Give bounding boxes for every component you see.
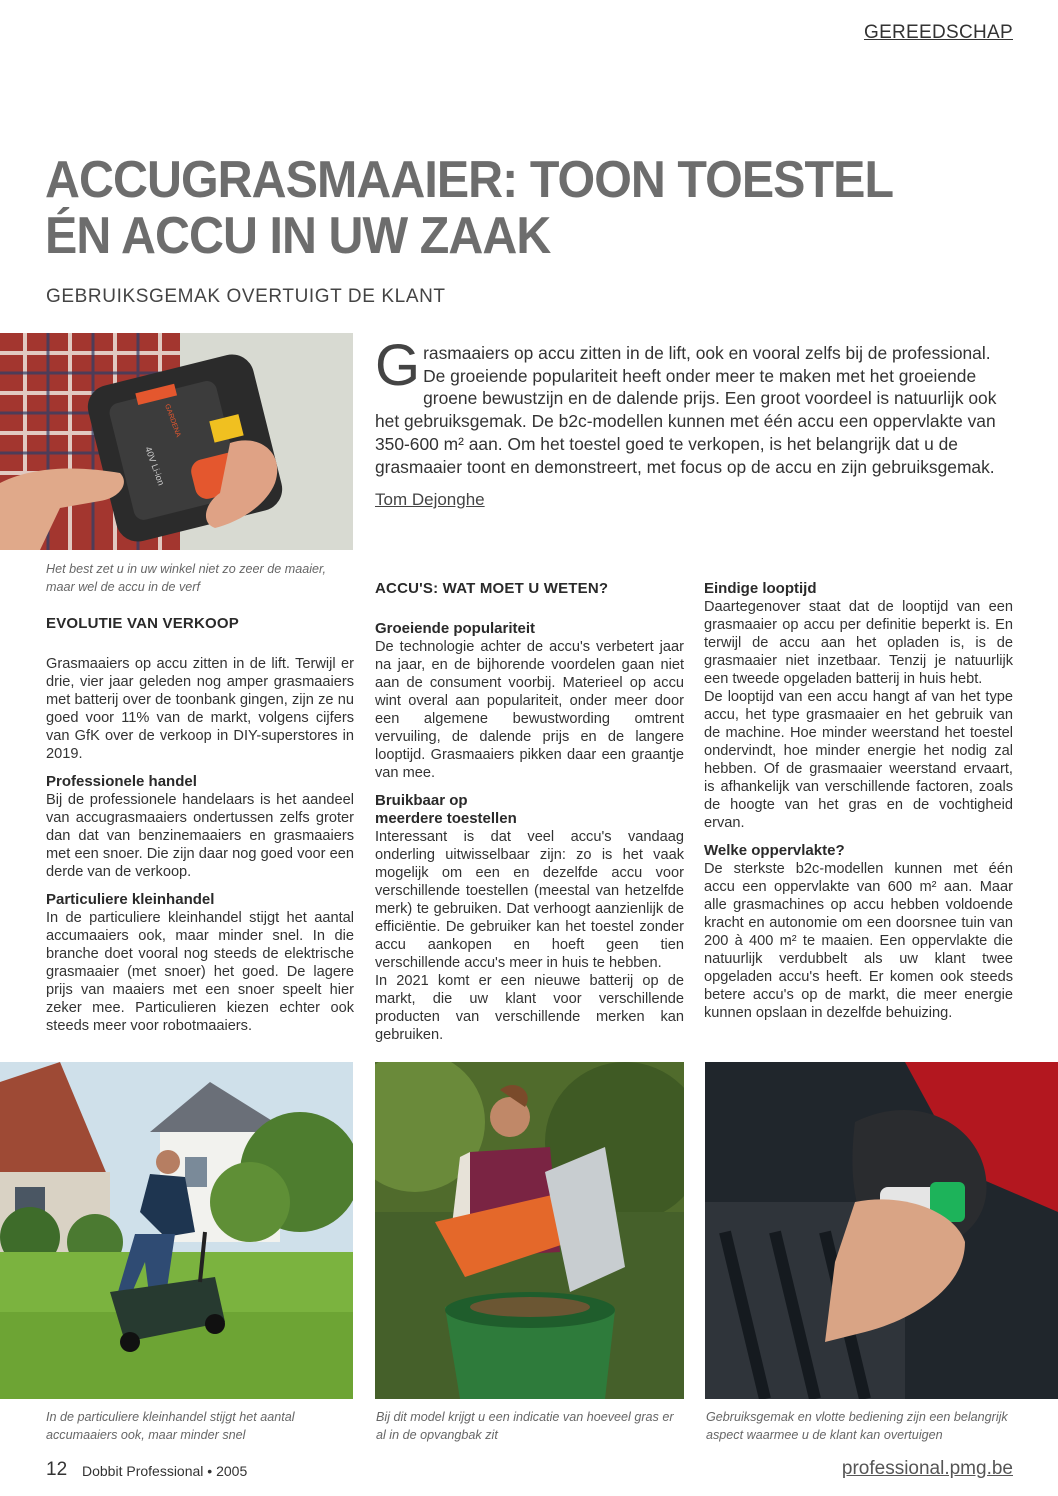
mower-control-photo [705,1062,1058,1399]
title-line-2: ÉN ACCU IN UW ZAAK [45,207,551,265]
caption-bottom-3: Gebruiksgemak en vlotte bediening zijn een belangrijk aspect waarmee u de klant kan overtuigen [706,1410,1008,1442]
page-subtitle: GEBRUIKSGEMAK OVERTUIGT DE KLANT [46,286,446,307]
caption-top: Het best zet u in uw winkel niet zo zeer de maaier, maar wel de accu in de verf [46,562,327,594]
caption-bottom-2: Bij dit model krijgt u een indicatie van hoeveel gras er al in de opvangbak zit [376,1410,674,1442]
heading-groeiende-populariteit: Groeiende populariteit [375,620,536,637]
intro-dropcap: G [375,333,421,398]
page-title [45,152,956,264]
col1-paragraph-2: Bij de professionele handelaars is het aandeel van accugrasmaaiers ondertussen zelfs groter dan dat van benzinemaaiers en grasmaaiers met een snoer. Die zijn daar nog goed voor een derde van de verkoop. [46,792,354,880]
grass-bin-photo [375,1062,684,1399]
battery-label: 40V Li-ion [143,445,167,487]
heading-professionele-handel: Professionele handel [46,773,197,790]
column-1 [46,615,354,1035]
heading-evolutie: EVOLUTIE VAN VERKOOP [46,615,239,632]
col1-paragraph-1: Grasmaaiers op accu zitten in de lift. Terwijl er drie, vier jaar geleden nog amper grasmaaiers met batterij over de toonbank gingen, zijn ze nu goed voor 11% van de markt, volgens cijfers van GfK over de verkoop in DIY-superstores in 2019. [46,656,354,762]
heading-bruikbaar-line-1: Bruikbaar op [375,792,468,809]
page-number: 12 [46,1459,68,1480]
heading-bruikbaar-line-2: meerdere toestellen [375,810,517,827]
column-3 [704,580,1013,1022]
heading-bruikbaar [375,792,684,828]
battery-photo [0,333,353,550]
author-link[interactable]: Tom Dejonghe [375,490,485,509]
magazine-name: Dobbit Professional • 2005 [82,1463,248,1479]
caption-bottom-1: In de particuliere kleinhandel stijgt het aantal accumaaiers ook, maar minder snel [46,1410,295,1442]
col2-paragraph-2: Interessant is dat veel accu's vandaag onderling uitwisselbaar zijn: zo is het vaak mogelijk om een en dezelfde accu voor verschillende toestellen (meestal van hetzelfde merk) te gebruiken. Dat verhoogt aanzienlijk de efficiëntie. De gebruiker kan het toestel zonder accu aankopen en hoeft geen tien verschillende accu's meer in huis te hebben. [375,829,684,971]
col1-paragraph-3: In de particuliere kleinhandel stijgt het aantal accumaaiers ook, maar minder snel. In die branche doet vooral nog steeds de elektrische grasmaaier (met snoer) het goed. De lagere prijs van maaiers met een snoer speelt hier zeker mee. Particulieren kiezen echter ook steeds meer voor robotmaaiers. [46,910,354,1034]
col2-paragraph-3: In 2021 komt er een nieuwe batterij op de markt, die uw klant voor verschillende producten van verschillende merken kan gebruiken. [375,973,684,1043]
lawnmower-garden-photo [0,1062,353,1399]
section-tag[interactable]: GEREEDSCHAP [863,22,1013,43]
heading-welke-oppervlakte: Welke oppervlakte? [704,842,845,859]
intro-paragraph [375,333,1015,478]
col3-paragraph-2: De looptijd van een accu hangt af van het type accu, het type grasmaaier en het gebruik van de machine. Hoe minder weerstand het toestel ondervindt, hoe minder energie het nodig zal hebben. Of de grasmaaier weerstand ervaart, is afhankelijk van verschillende factoren, zoals de hoogte van het gras en de vochtigheid ervan. [704,689,1013,831]
footer-url-link[interactable]: professional.pmg.be [841,1458,1013,1479]
heading-particuliere-kleinhandel: Particuliere kleinhandel [46,891,215,908]
heading-accus: ACCU'S: WAT MOET U WETEN? [375,580,609,597]
col3-paragraph-3: De sterkste b2c-modellen kunnen met één accu een oppervlakte van 600 m² aan. Maar alle grasmachines op accu hebben voldoende kracht en autonomie om een doorsnee tuin van 200 à 400 m² te maaien. Een oppervlakte die natuurlijk verdubbelt als uw klant twee opgeladen accu's heeft. Er komen ook steeds betere accu's op de markt, die meer energie kunnen opslaan in dezelfde behuizing. [704,861,1013,1021]
brand-logo: GARDENA [163,403,182,439]
title-line-1: ACCUGRASMAAIER: TOON TOESTEL [45,151,894,209]
col2-paragraph-1: De technologie achter de accu's verbetert jaar na jaar, en de bijhorende voordelen gaan niet aan de consument voorbij. Materieel op accu wint overal aan populariteit, onder meer door een algemene bewustwording omtrent vervuiling, de dalende prijs en de langere looptijd. Grasmaaiers pikken daar een graantje van mee. [375,639,684,781]
heading-eindige-looptijd: Eindige looptijd [704,580,817,597]
intro-text: rasmaaiers op accu zitten in de lift, ook en vooral zelfs bij de professional. De groeiende populariteit heeft onder meer te maken met het groeiende groene bewustzijn en de dalende prijs. Een groot voordeel is natuurlijk ook het gebruiksgemak. De b2c-modellen kunnen met één accu een oppervlakte van 350-600 m² aan. Om het toestel goed te verkopen, is het belangrijk dat u de grasmaaier toont en demonstreert, met focus op de accu en zijn gebruiksgemak. [375,343,997,477]
column-2 [375,580,684,1044]
col3-paragraph-1: Daartegenover staat dat de looptijd van een grasmaaier op accu per definitie beperkt is. En terwijl de accu aan het opladen is, is de grasmaaier niet inzetbaar. Tenzij je natuurlijk een tweede opgeladen batterij in huis hebt. [704,599,1013,687]
